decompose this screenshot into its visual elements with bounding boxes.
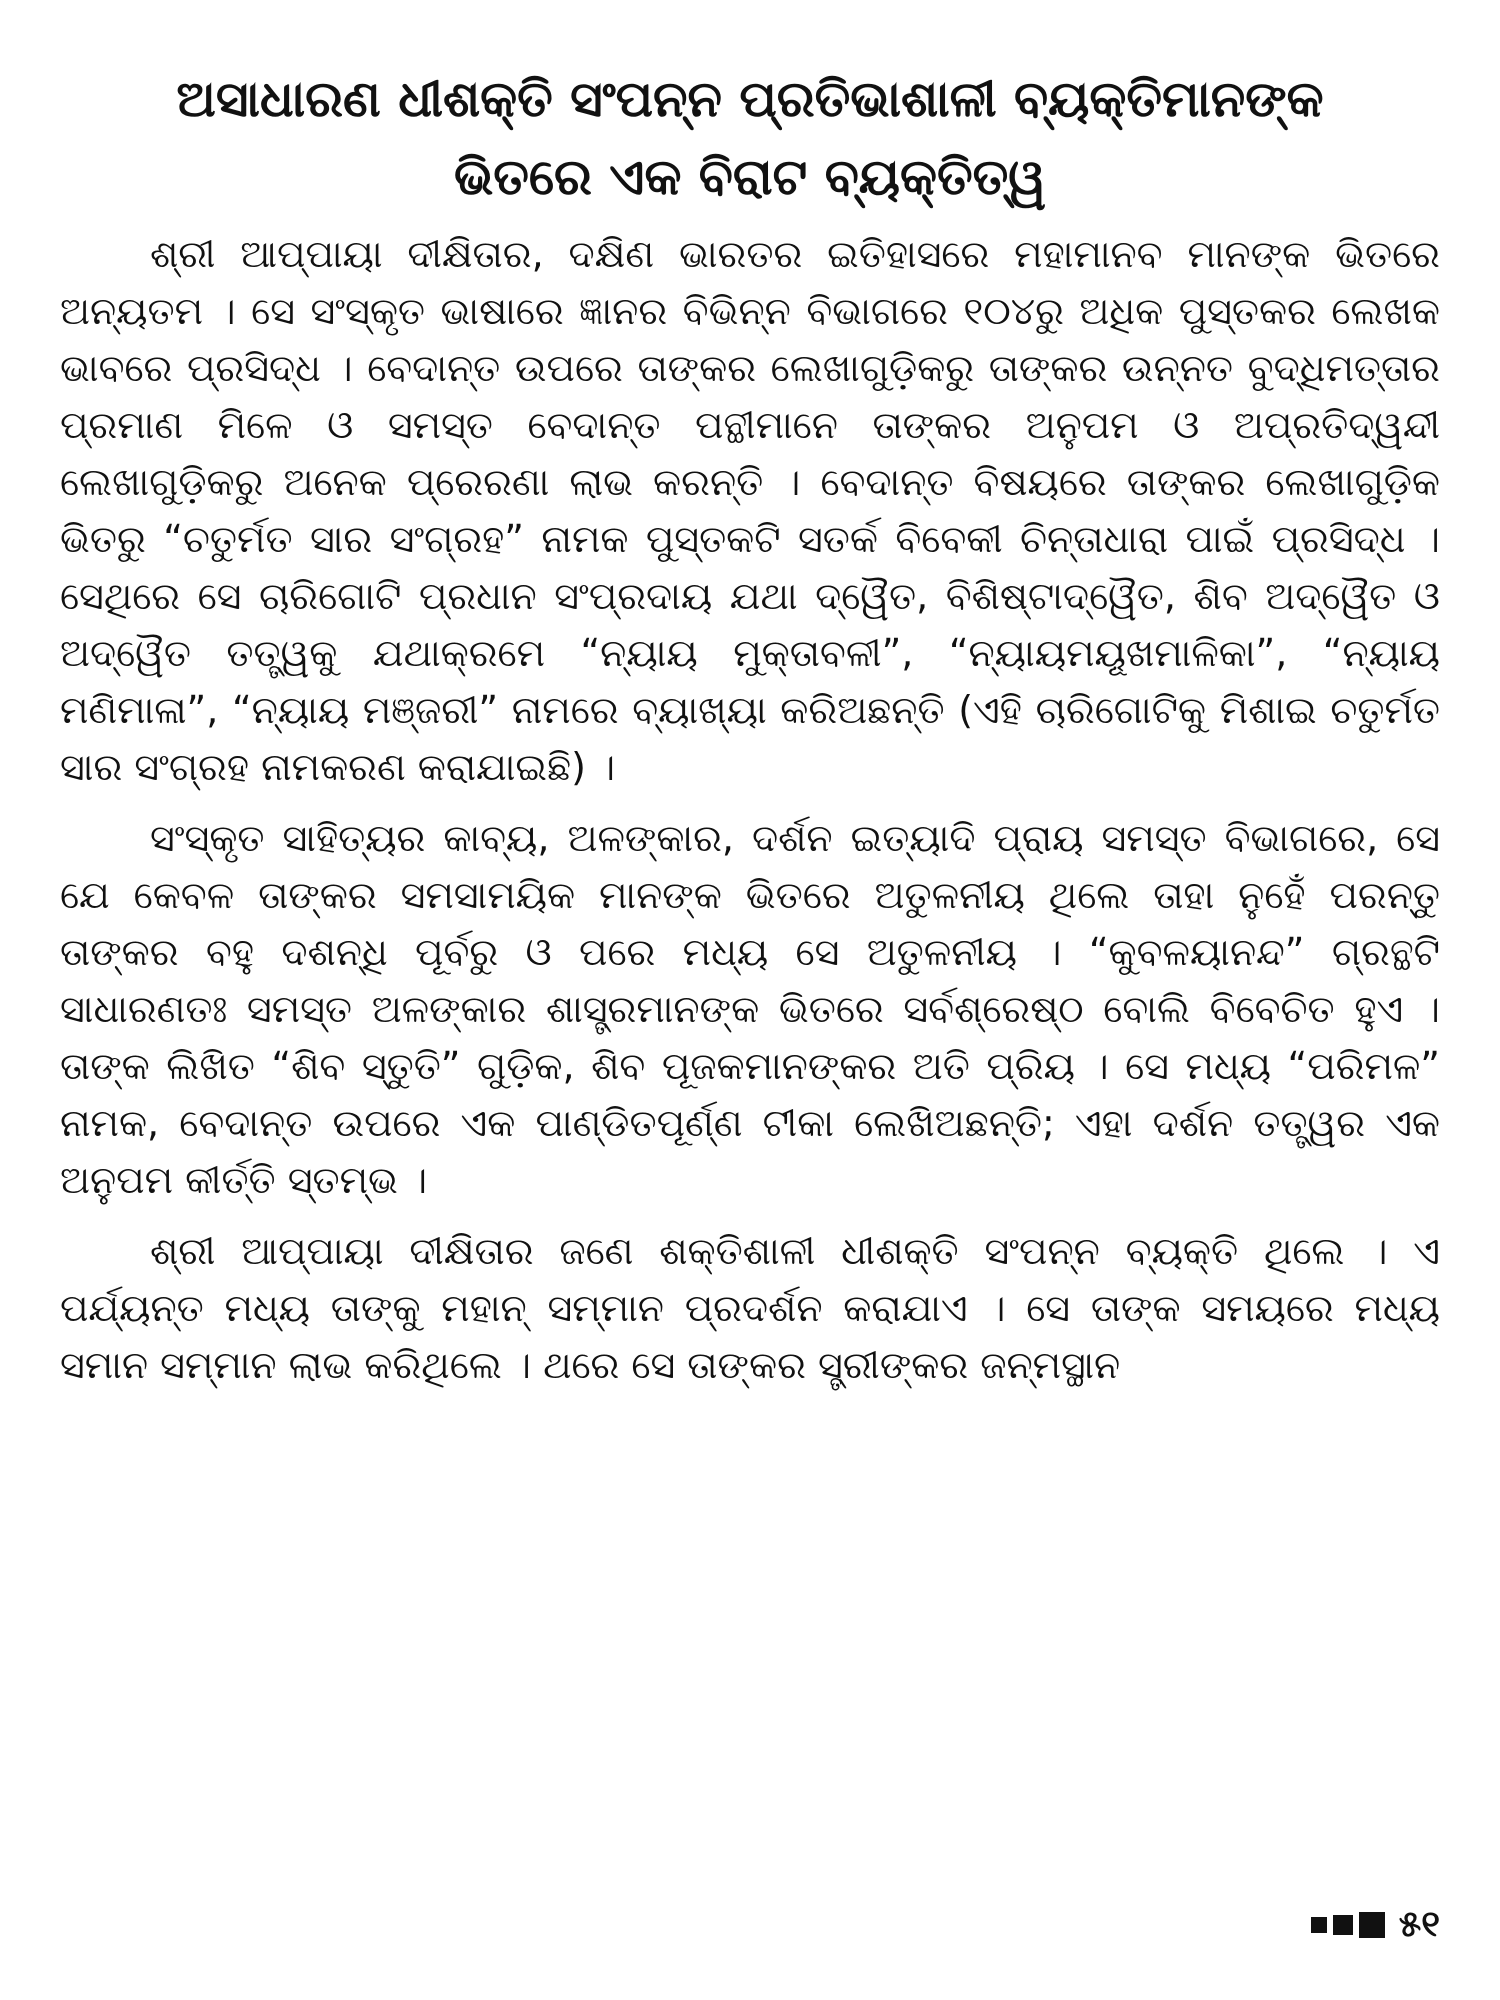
page-title (60, 60, 1440, 216)
footer-square-medium (1333, 1915, 1353, 1935)
footer-square-large (1359, 1912, 1385, 1938)
paragraph-1: ଶ୍ରୀ ଆପ୍ପାୟା ଦୀକ୍ଷିତାର, ଦକ୍ଷିଣ ଭାରତର ଇତିହାସରେ ମହାମାନବ ମାନଙ୍କ ଭିତରେ ଅନ୍ୟତମ । ସେ ସଂସ୍କୃତ ଭାଷାରେ ଜ୍ଞାନର ବିଭିନ୍ନ ବିଭାଗରେ ୧୦୪ରୁ ଅଧିକ ପୁସ୍ତକର ଲେଖକ ଭାବରେ ପ୍ରସିଦ୍ଧ । ବେଦାନ୍ତ ଉପରେ ତାଙ୍କର ଲେଖାଗୁଡ଼ିକରୁ ତାଙ୍କର ଉନ୍ନତ ବୁଦ୍ଧିମତ୍ତାର ପ୍ରମାଣ ମିଳେ ଓ ସମସ୍ତ ବେଦାନ୍ତ ପନ୍ଥୀମାନେ ତାଙ୍କର ଅନୁପମ ଓ ଅପ୍ରତିଦ୍ୱନ୍ଦୀ ଲେଖାଗୁଡ଼ିକରୁ ଅନେକ ପ୍ରେରଣା ଲାଭ କରନ୍ତି । ବେଦାନ୍ତ ବିଷୟରେ ତାଙ୍କର ଲେଖାଗୁଡ଼ିକ ଭିତରୁ “ଚତୁର୍ମତ ସାର ସଂଗ୍ରହ” ନାମକ ପୁସ୍ତକଟି ସତର୍କ ବିବେକୀ ଚିନ୍ତାଧାରା ପାଇଁ ପ୍ରସିଦ୍ଧ । ସେଥିରେ ସେ ଚାରିଗୋଟି ପ୍ରଧାନ ସଂପ୍ରଦାୟ ଯଥା ଦ୍ୱୈତ, ବିଶିଷ୍ଟାଦ୍ୱୈତ, ଶିବ ଅଦ୍ୱୈତ ଓ ଅଦ୍ୱୈତ ତତ୍ତ୍ୱକୁ ଯଥାକ୍ରମେ “ନ୍ୟାୟ ମୁକ୍ତାବଳୀ”, “ନ୍ୟାୟମୟୂଖମାଳିକା”, “ନ୍ୟାୟ ମଣିମାଳା”, “ନ୍ୟାୟ ମଞ୍ଜରୀ” ନାମରେ ବ୍ୟାଖ୍ୟା କରିଅଛନ୍ତି (ଏହି ଚାରିଗୋଟିକୁ ମିଶାଇ ଚତୁର୍ମତ ସାର ସଂଗ୍ରହ ନାମକରଣ କରାଯାଇଛି) । (60, 232, 1440, 789)
title-line-1: ଅସାଧାରଣ ଧୀଶକ୍ତି ସଂପନ୍ନ ପ୍ରତିଭାଶାଳୀ ବ୍ୟକ୍ତିମାନଙ୍କ (176, 70, 1324, 128)
footer-square-small (1311, 1917, 1327, 1933)
paragraph-2: ସଂସ୍କୃତ ସାହିତ୍ୟର କାବ୍ୟ, ଅଳଙ୍କାର, ଦର୍ଶନ ଇତ୍ୟାଦି ପ୍ରାୟ ସମସ୍ତ ବିଭାଗରେ, ସେ ଯେ କେବଳ ତାଙ୍କର ସମସାମୟିକ ମାନଙ୍କ ଭିତରେ ଅତୁଳନୀୟ ଥିଲେ ତାହା ନୁହେଁ ପରନ୍ତୁ ତାଙ୍କର ବହୁ ଦଶନ୍ଧି ପୂର୍ବରୁ ଓ ପରେ ମଧ୍ୟ ସେ ଅତୁଳନୀୟ । “କୁବଳୟାନନ୍ଦ” ଗ୍ରନ୍ଥଟି ସାଧାରଣତଃ ସମସ୍ତ ଅଳଙ୍କାର ଶାସ୍ତ୍ରମାନଙ୍କ ଭିତରେ ସର୍ବଶ୍ରେଷ୍ଠ ବୋଲି ବିବେଚିତ ହୁଏ । ତାଙ୍କ ଲିଖିତ “ଶିବ ସ୍ତୁତି” ଗୁଡ଼ିକ, ଶିବ ପୂଜକମାନଙ୍କର ଅତି ପ୍ରିୟ । ସେ ମଧ୍ୟ “ପରିମଳ” ନାମକ, ବେଦାନ୍ତ ଉପରେ ଏକ ପାଣ୍ଡିତପୂର୍ଣ୍ଣ ଟୀକା ଲେଖିଅଛନ୍ତି; ଏହା ଦର୍ଶନ ତତ୍ତ୍ୱର ଏକ ଅନୁପମ କୀର୍ତ୍ତି ସ୍ତମ୍ଭ । (60, 816, 1440, 1202)
paragraph-3: ଶ୍ରୀ ଆପ୍ପାୟା ଦୀକ୍ଷିତାର ଜଣେ ଶକ୍ତିଶାଳୀ ଧୀଶକ୍ତି ସଂପନ୍ନ ବ୍ୟକ୍ତି ଥିଲେ । ଏ ପର୍ଯ୍ୟନ୍ତ ମଧ୍ୟ ତାଙ୍କୁ ମହାନ୍ ସମ୍ମାନ ପ୍ରଦର୍ଶନ କରାଯାଏ । ସେ ତାଙ୍କ ସମୟରେ ମଧ୍ୟ ସମାନ ସମ୍ମାନ ଲାଭ କରିଥିଲେ । ଥରେ ସେ ତାଙ୍କର ସ୍ତ୍ରୀଙ୍କର ଜନ୍ମସ୍ଥାନ (60, 1229, 1440, 1387)
page-footer (1311, 1905, 1440, 1945)
page-number: ୫୧ (1398, 1904, 1440, 1945)
title-line-2: ଭିତରେ ଏକ ବିରାଟ ବ୍ୟକ୍ତିତ୍ୱ (453, 148, 1047, 206)
